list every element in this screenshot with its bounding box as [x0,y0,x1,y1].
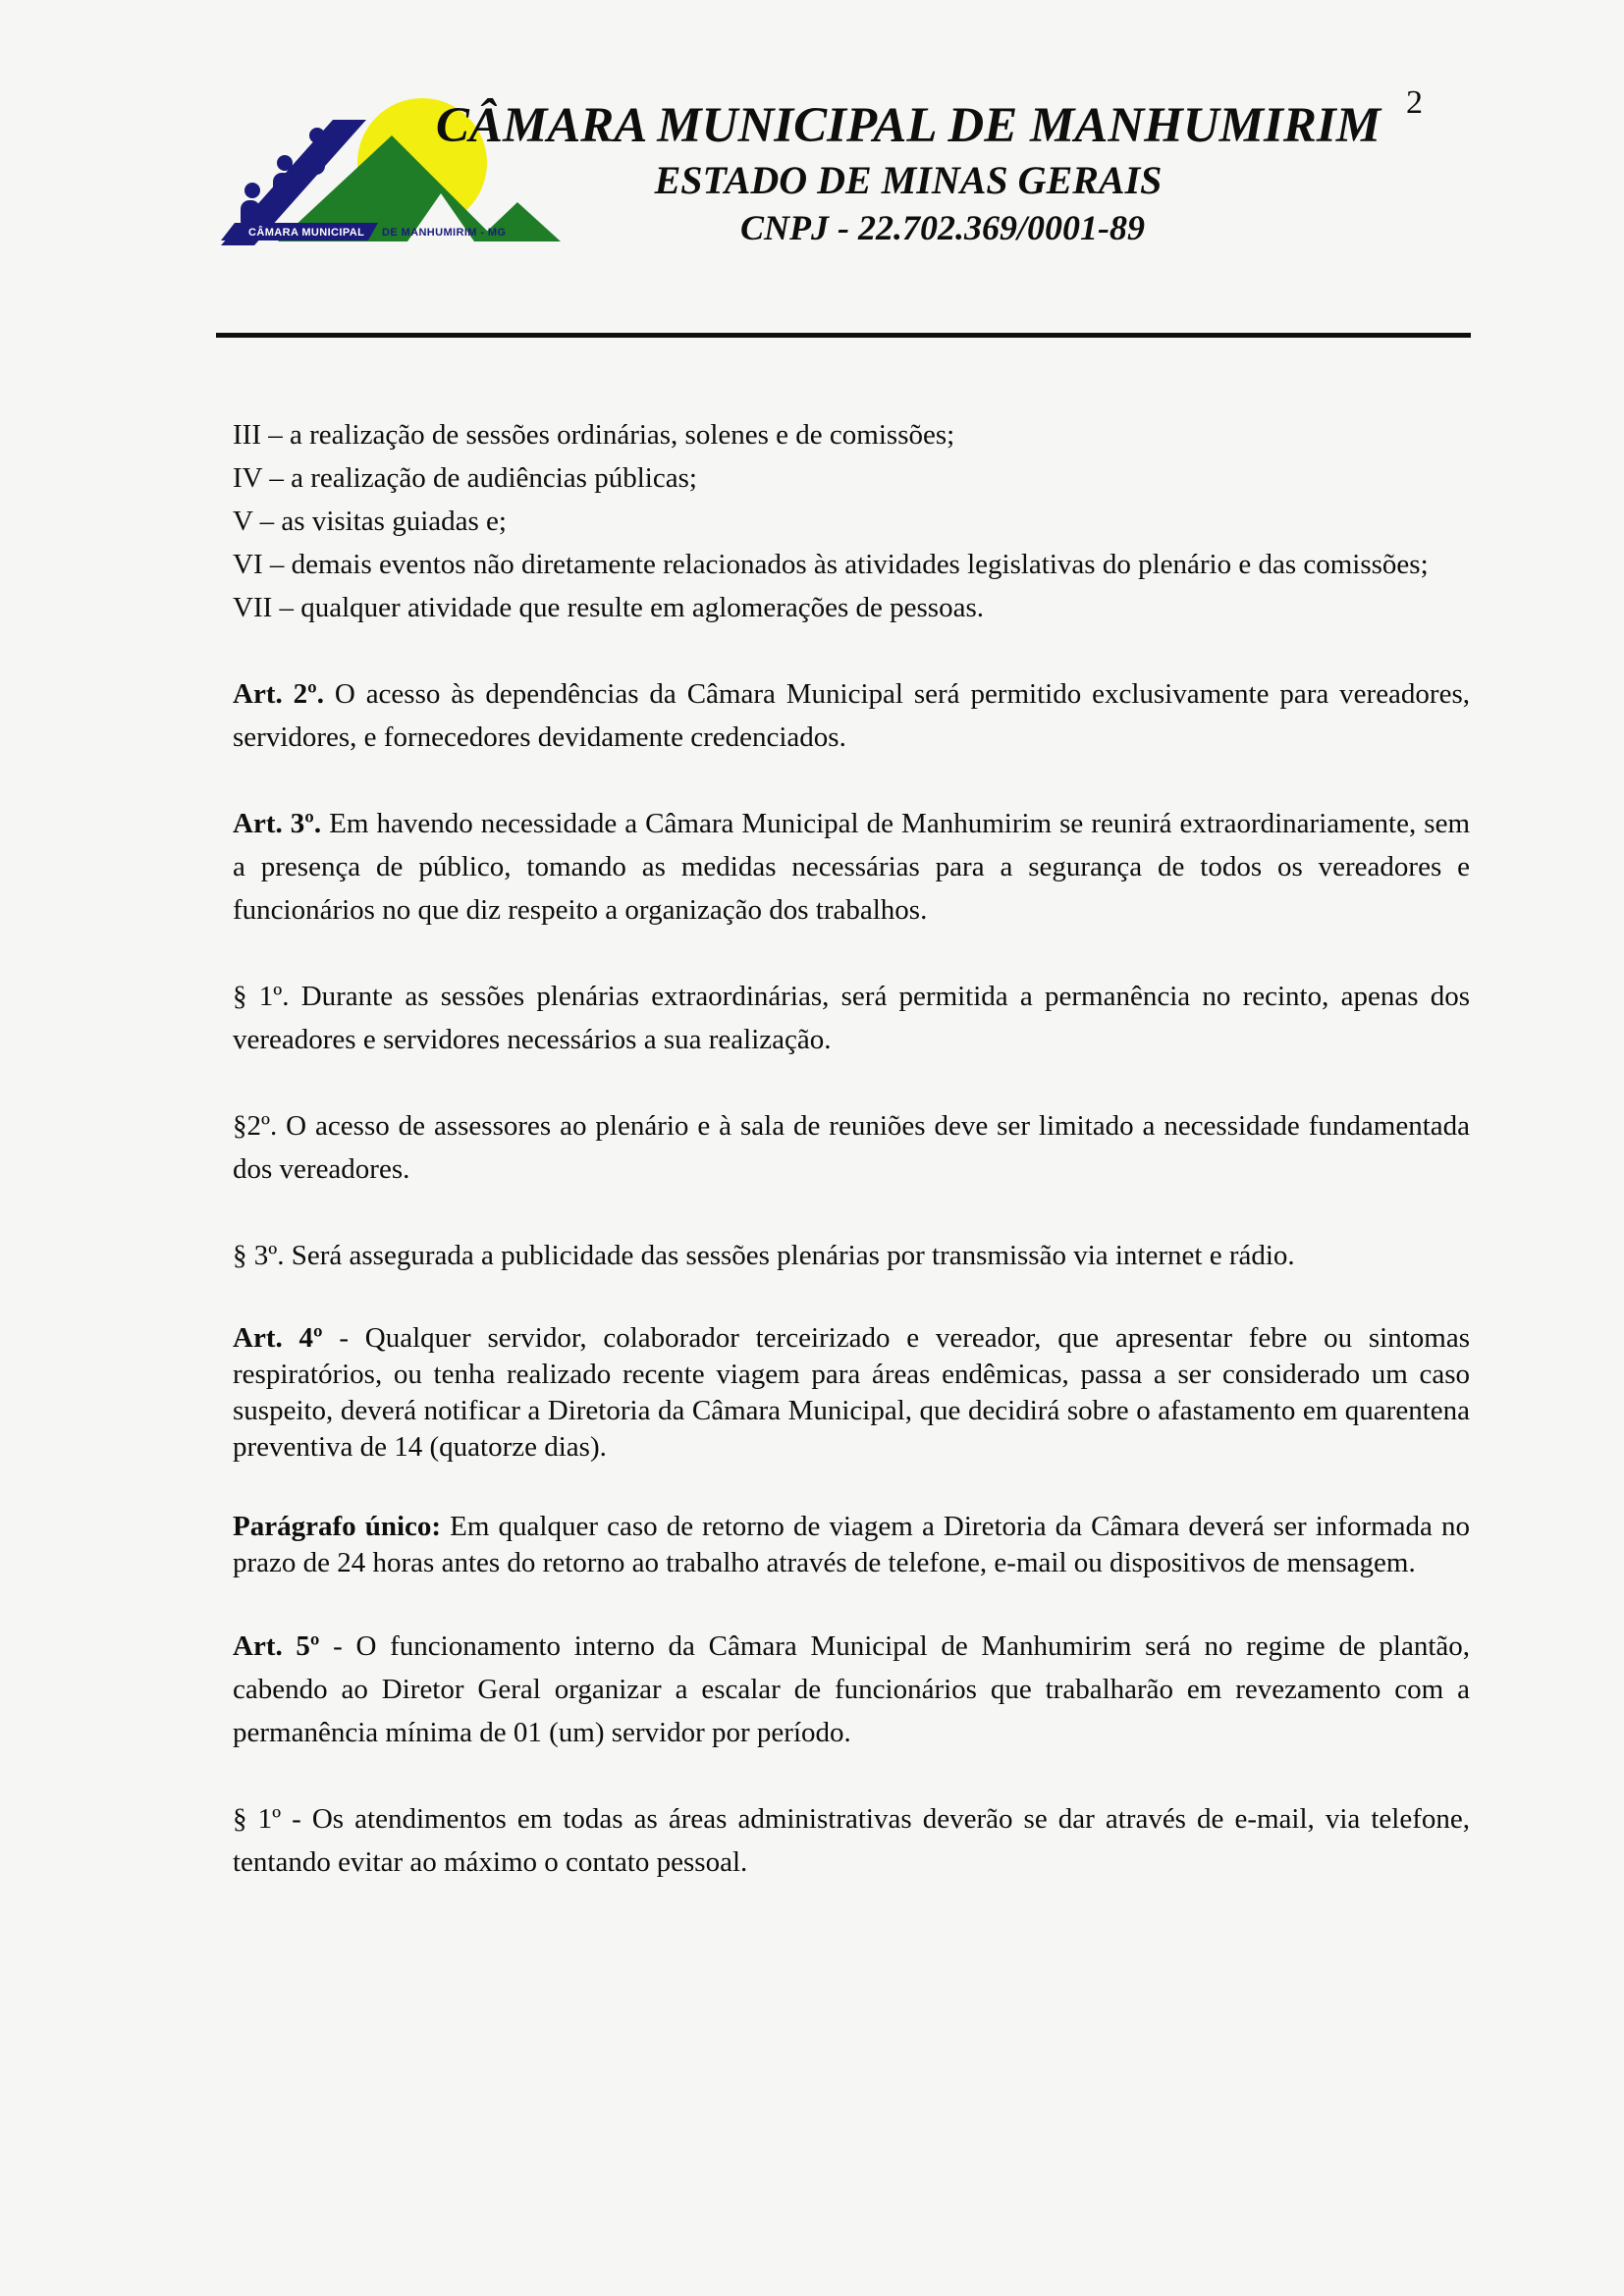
logo-caption-right: DE MANHUMIRIM - MG [382,227,507,239]
paragraph-3: VI – demais eventos não diretamente relacionados às atividades legislativas do plenário e das comissões; [233,549,1429,580]
header-divider [216,333,1471,338]
paragraph-6: Art. 3º. Em havendo necessidade a Câmara Municipal de Manhumirim se reunirá extraordinariamente, sem a presença de público, tomando as medidas necessárias para a segurança de todos os vereadores e funcionários no que diz respeito a organização dos trabalhos. [233,808,1470,926]
paragraph-5: Art. 2º. O acesso às dependências da Câmara Municipal será permitido exclusivamente para vereadores, servidores, e fornecedores devidamente credenciados. [233,678,1470,753]
body-text [233,413,1470,1884]
logo-caption-left: CÂMARA MUNICIPAL [248,227,365,239]
paragraph-11: Parágrafo único: Em qualquer caso de retorno de viagem a Diretoria da Câmara deverá ser informada no prazo de 24 horas antes do retorno ao trabalho através de telefone, e-mail ou dispositivos de mensagem. [233,1511,1470,1578]
paragraph-lead: Art. 2º. [233,678,324,710]
paragraph-12: Art. 5º - O funcionamento interno da Câmara Municipal de Manhumirim será no regime de plantão, cabendo ao Diretor Geral organizar a escalar de funcionários que trabalharão em revezamento com a permanência mínima de 01 (um) servidor por período. [233,1630,1471,1748]
paragraph-13: § 1º - Os atendimentos em todas as áreas administrativas deverão se dar através de e-mail, via telefone, tentando evitar ao máximo o contato pessoal. [233,1803,1470,1878]
paragraph-lead: Art. 4º [233,1322,323,1354]
state-subtitle: ESTADO DE MINAS GERAIS [654,158,1163,203]
paragraph-1: IV – a realização de audiências públicas; [233,462,697,494]
paragraph-7: § 1º. Durante as sessões plenárias extraordinárias, será permitida a permanência no recinto, apenas dos vereadores e servidores necessários a sua realização. [233,981,1470,1055]
letterhead [412,98,1404,247]
paragraph-4: VII – qualquer atividade que resulte em aglomerações de pessoas. [233,592,984,623]
cnpj-number: CNPJ - 22.702.369/0001-89 [740,207,1145,247]
paragraph-2: V – as visitas guiadas e; [233,506,507,537]
paragraph-9: § 3º. Será assegurada a publicidade das sessões plenárias por transmissão via internet e rádio. [233,1240,1295,1271]
paragraph-lead: Art. 5º [233,1630,320,1662]
paragraph-lead: Parágrafo único: [233,1511,442,1542]
paragraph-0: III – a realização de sessões ordinárias, solenes e de comissões; [233,419,955,451]
paragraph-10: Art. 4º - Qualquer servidor, colaborador terceirizado e vereador, que apresentar febre ou sintomas respiratórios, ou tenha realizado recente viagem para áreas endêmicas, passa a ser considerado um caso suspeito, deverá notificar a Diretoria da Câmara Municipal, que decidirá sobre o afastamento em quarentena preventiva de 14 (quatorze dias). [233,1322,1470,1463]
paragraph-8: §2º. O acesso de assessores ao plenário e à sala de reuniões deve ser limitado a necessidade fundamentada dos vereadores. [233,1110,1470,1185]
page-number: 2 [1406,84,1423,121]
organization-title: CÂMARA MUNICIPAL DE MANHUMIRIM [435,98,1381,153]
paragraph-lead: Art. 3º. [233,808,322,839]
